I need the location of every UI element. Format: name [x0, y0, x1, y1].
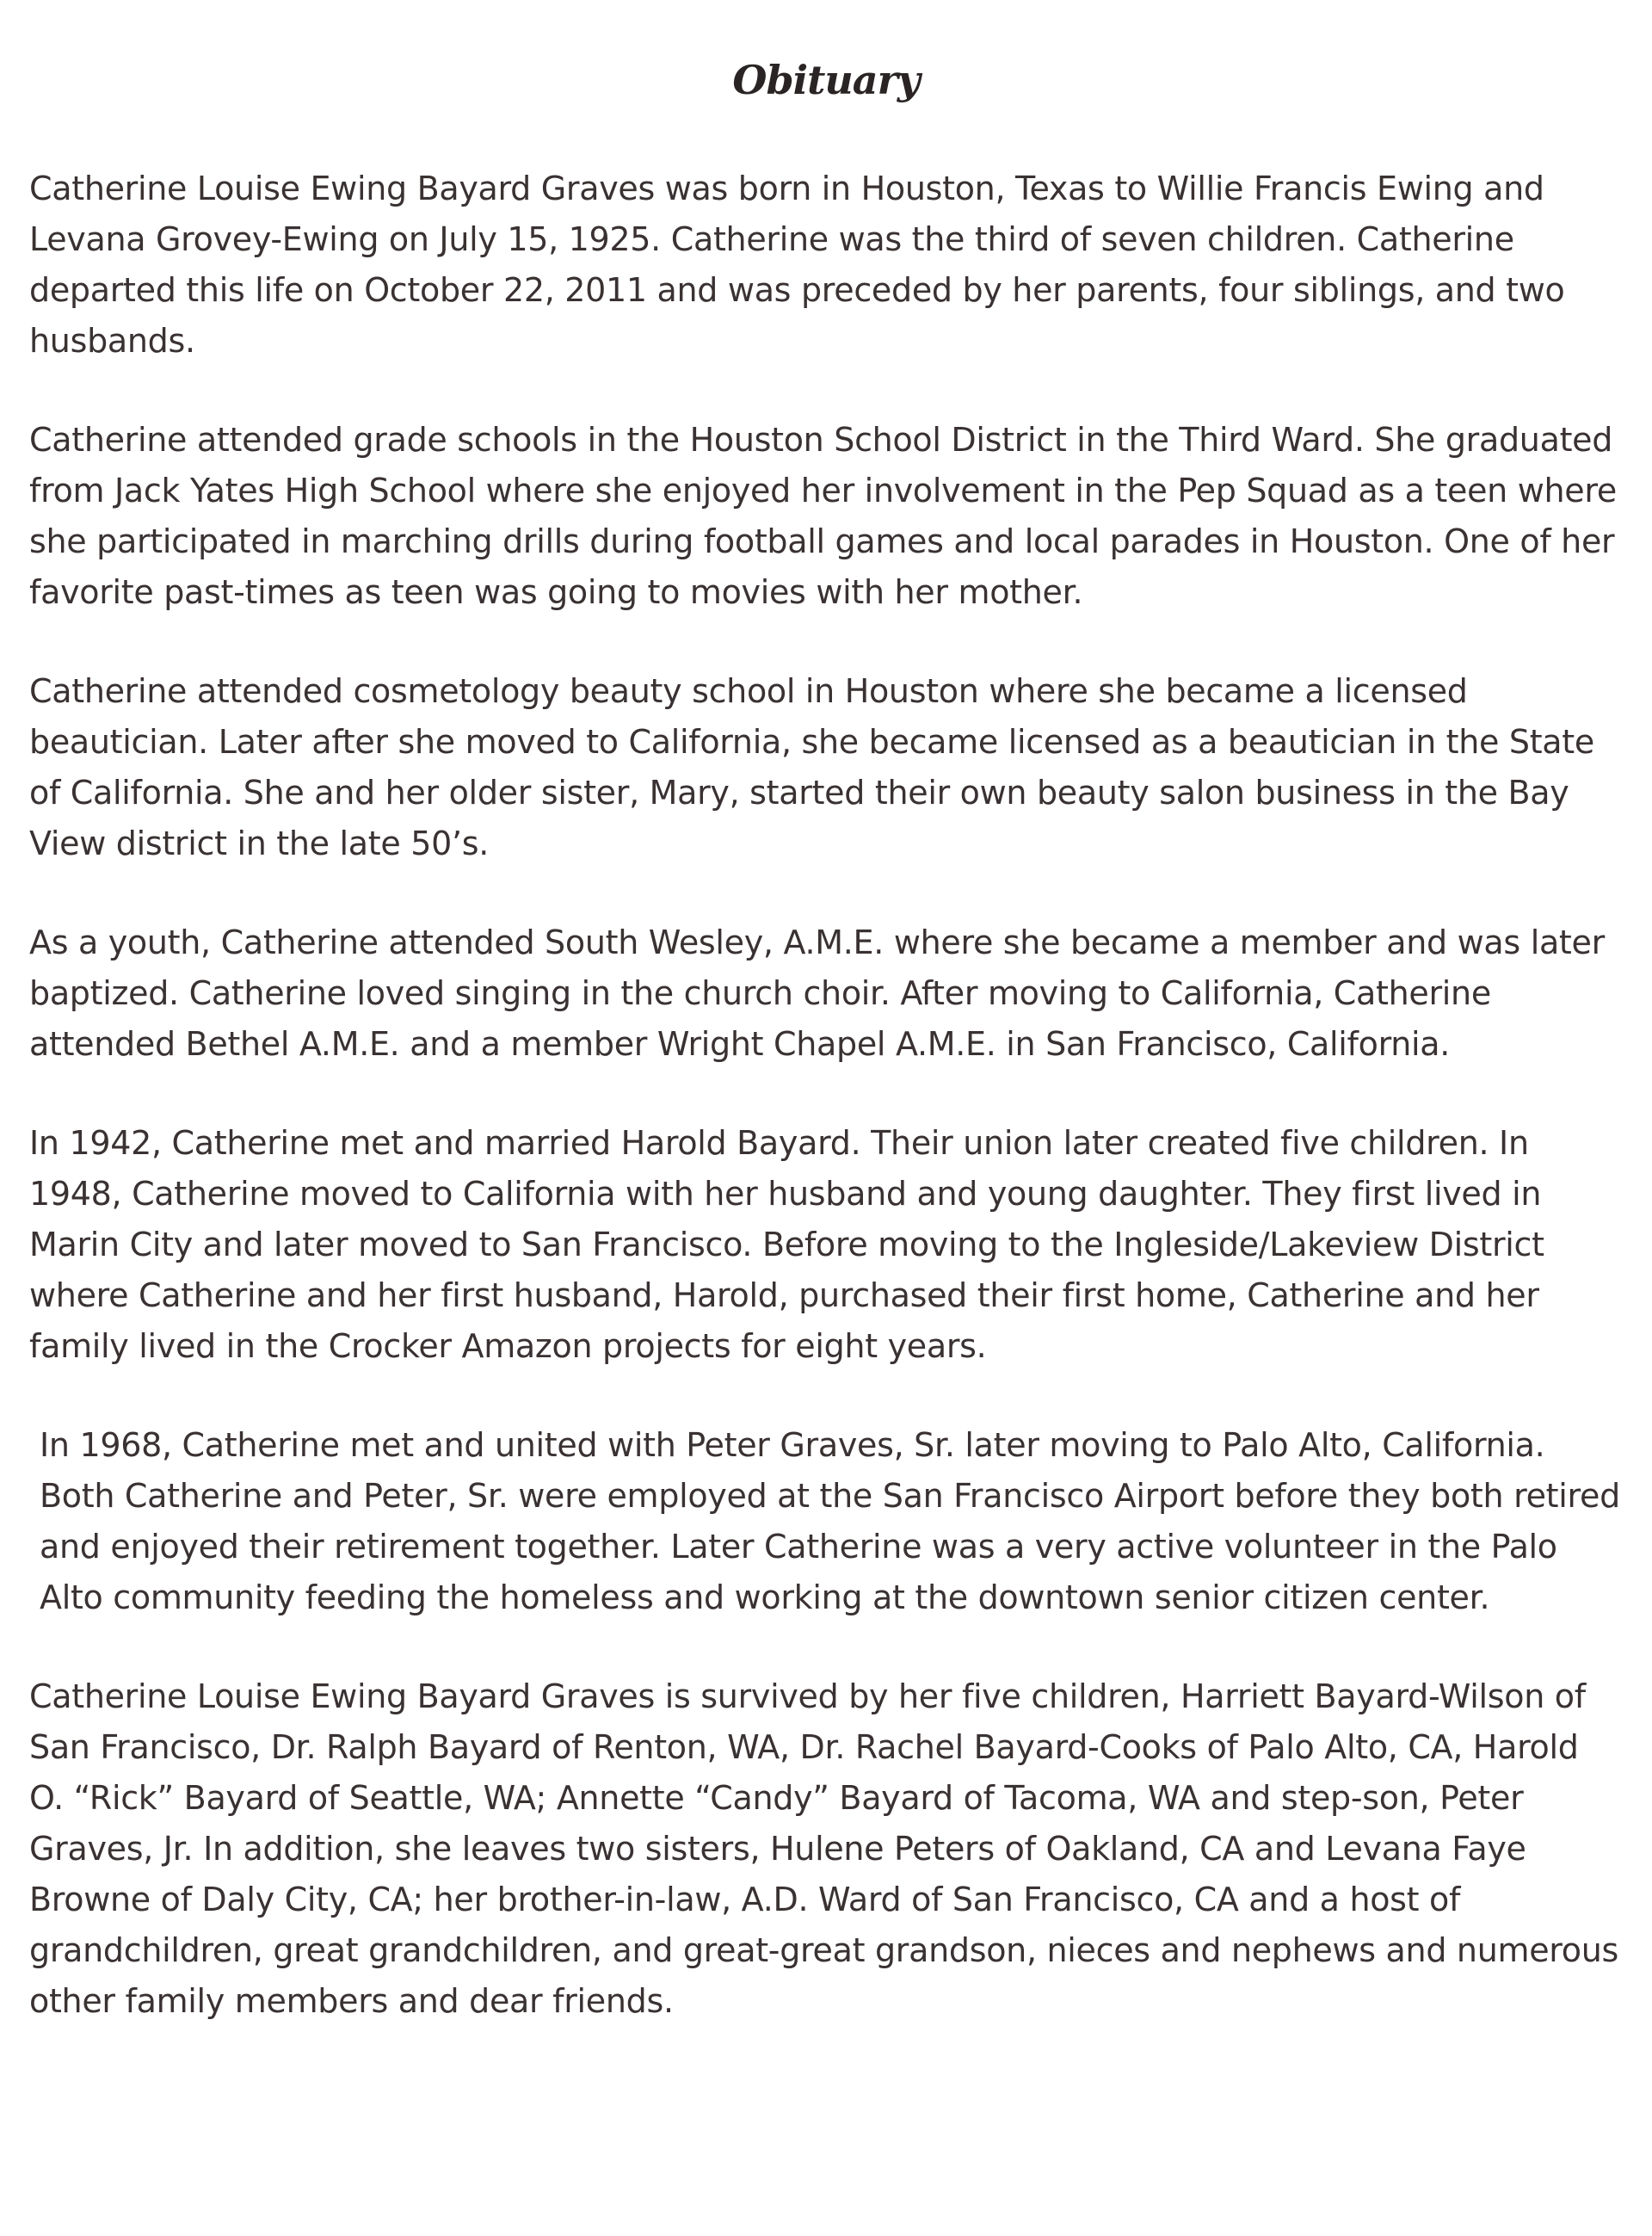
paragraph-marriage: In 1942, Catherine met and married Harold Bayard. Their union later created five children. In 1948, Catherine moved to California with her husband and young daughter. They first lived in Marin City and later moved to San Francisco. Before moving to the Ingleside/Lakeview District where Catherine and her first husband, Harold, purchased their first home, Catherine and her family lived in the Crocker Amazon projects for eight years. [29, 1124, 1544, 1365]
paragraph-survivors: Catherine Louise Ewing Bayard Graves is survived by her five children, Harriett Bayard-Wilson of San Francisco, Dr. Ralph Bayard of Renton, WA, Dr. Rachel Bayard-Cooks of Palo Alto, CA, Harold O. “Rick” Bayard of Seattle, WA; Annette “Candy” Bayard of Tacoma, WA and step-son, Peter Graves, Jr. In addition, she leaves two sisters, Hulene Peters of Oakland, CA and Levana Faye Browne of Daly City, CA; her brother-in-law, A.D. Ward of San Francisco, CA and a host of grandchildren, great grandchildren, and great-great grandson, nieces and nephews and numerous other family members and dear friends. [29, 1677, 1618, 2020]
paragraph-second-marriage: In 1968, Catherine met and united with Peter Graves, Sr. later moving to Palo Alto, California. Both Catherine and Peter, Sr. were employed at the San Francisco Airport before they both retired and enjoyed their retirement together. Later Catherine was a very active volunteer in the Palo Alto community feeding the homeless and working at the downtown senior citizen center. [40, 1426, 1620, 1616]
paragraph-birth: Catherine Louise Ewing Bayard Graves was born in Houston, Texas to Willie Francis Ewing and Levana Grovey-Ewing on July 15, 1925. Catherine was the third of seven children. Catherine departed this life on October 22, 2011 and was preceded by her parents, four siblings, and two husbands. [29, 170, 1565, 360]
document-title: Obituary [732, 57, 920, 103]
paragraph-schooling: Catherine attended grade schools in the Houston School District in the Third Ward. She graduated from Jack Yates High School where she enjoyed her involvement in the Pep Squad as a teen where she participated in marching drills during football games and local parades in Houston. One of her favorite past-times as teen was going to movies with her mother. [29, 421, 1617, 611]
obituary-body [29, 164, 1621, 2075]
paragraph-church: As a youth, Catherine attended South Wesley, A.M.E. where she became a member and was later baptized. Catherine loved singing in the church choir. After moving to California, Catherine attended Bethel A.M.E. and a member Wright Chapel A.M.E. in San Francisco, California. [29, 923, 1605, 1063]
paragraph-cosmetology: Catherine attended cosmetology beauty school in Houston where she became a licensed beautician. Later after she moved to California, she became licensed as a beautician in the State of California. She and her older sister, Mary, started their own beauty salon business in the Bay View district in the late 50’s. [29, 672, 1594, 862]
